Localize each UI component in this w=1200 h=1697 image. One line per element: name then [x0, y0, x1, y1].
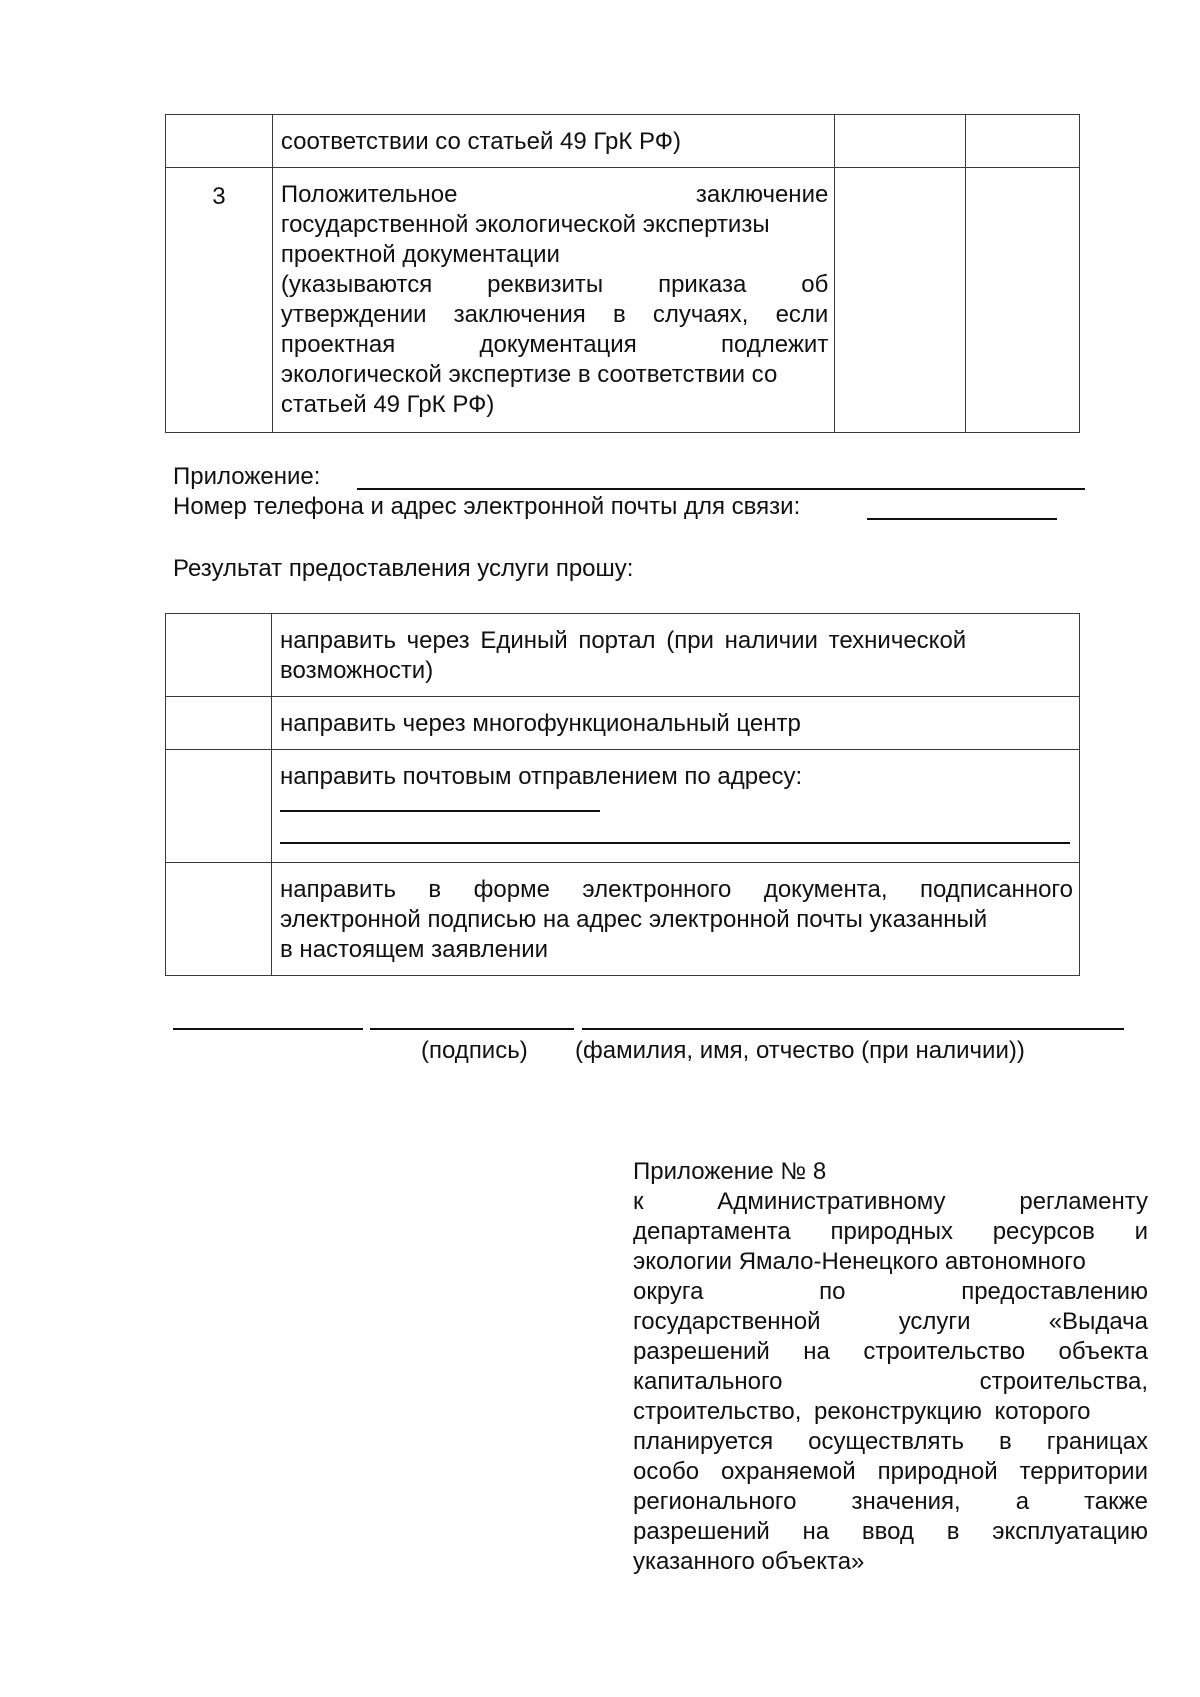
table-row — [166, 115, 1080, 168]
option-line: направить в форме электронного документа, подписанного — [280, 876, 1073, 903]
documents-table — [165, 114, 1080, 433]
option-text-cell — [272, 750, 1080, 863]
row-text-cell — [272, 115, 834, 168]
appendix-line: строительство, реконструкцию которого — [633, 1398, 1091, 1425]
option-text-cell — [272, 614, 1080, 697]
option-text-cell — [272, 863, 1080, 976]
address-input-1[interactable] — [280, 792, 600, 812]
checkbox-cell[interactable] — [166, 863, 272, 976]
date-line[interactable] — [173, 1012, 363, 1030]
row3-line: проектная документация подлежит — [280, 331, 829, 358]
checkbox-cell[interactable] — [166, 750, 272, 863]
name-line[interactable] — [582, 1012, 1124, 1030]
row-empty-cell — [966, 168, 1080, 433]
row-empty-cell — [966, 115, 1080, 168]
option-line: направить через многофункциональный центр — [280, 710, 801, 737]
checkbox-cell[interactable] — [166, 697, 272, 750]
appendix-line: экологии Ямало-Ненецкого автономного — [633, 1248, 1086, 1275]
appendix-line: округа по предоставлению — [633, 1278, 1148, 1305]
contact-line — [173, 492, 800, 522]
option-line: электронной подписью на адрес электронной почты указанный — [280, 906, 988, 933]
result-options-table — [165, 613, 1080, 976]
contact-label: Номер телефона и адрес электронной почты для связи: — [173, 493, 801, 520]
option-line: возможности) — [280, 657, 434, 684]
row-number-cell — [166, 115, 273, 168]
table-row — [166, 168, 1080, 433]
contact-input[interactable] — [867, 494, 1057, 520]
signature-line[interactable] — [370, 1012, 574, 1030]
appendix-title: Приложение № 8 — [633, 1158, 827, 1185]
table-row — [166, 614, 1080, 697]
appendix-line: регионального значения, а также — [633, 1488, 1148, 1515]
table-row — [166, 697, 1080, 750]
row-number-cell — [166, 168, 273, 433]
attachment-input[interactable] — [357, 464, 1085, 490]
row3-line: (указываются реквизиты приказа об — [280, 271, 829, 298]
appendix-line: указанного объекта» — [633, 1548, 865, 1575]
table-row — [166, 863, 1080, 976]
appendix-line: особо охраняемой природной территории — [633, 1458, 1148, 1485]
appendix-line: разрешений на ввод в эксплуатацию — [633, 1518, 1148, 1545]
row3-line: экологической экспертизе в соответствии со — [280, 361, 778, 388]
attachment-label: Приложение: — [173, 463, 321, 490]
appendix-line: разрешений на строительство объекта — [633, 1338, 1148, 1365]
row3-line: государственной экологической экспертизы — [280, 211, 770, 238]
signature-caption: (подпись) — [421, 1037, 528, 1064]
row3-line: статьей 49 ГрК РФ) — [280, 391, 495, 418]
option-line: направить почтовым отправлением по адресу: — [280, 763, 803, 790]
appendix-line: планируется осуществлять в границах — [633, 1428, 1148, 1455]
appendix-line: департамента природных ресурсов и — [633, 1218, 1148, 1245]
row-cont-text: соответствии со статьей 49 ГрК РФ) — [280, 128, 681, 155]
table-row — [166, 750, 1080, 863]
result-label: Результат предоставления услуги прошу: — [173, 555, 634, 582]
row-empty-cell — [835, 115, 966, 168]
address-input-2[interactable] — [280, 812, 1070, 844]
row3-line: утверждении заключения в случаях, если — [280, 301, 829, 328]
appendix-line: капитального строительства, — [633, 1368, 1148, 1395]
option-text-cell — [272, 697, 1080, 750]
row-number: 3 — [212, 183, 226, 210]
appendix-line: государственной услуги «Выдача — [633, 1308, 1148, 1335]
attachment-line — [173, 462, 320, 492]
row-text-cell — [272, 168, 834, 433]
row-empty-cell — [835, 168, 966, 433]
appendix-line: к Административному регламенту — [633, 1188, 1148, 1215]
option-line: направить через Единый портал (при наличии технической — [280, 627, 967, 654]
option-line: в настоящем заявлении — [280, 936, 549, 963]
row3-line: проектной документации — [280, 241, 560, 268]
row3-line: Положительное заключение — [280, 181, 829, 208]
checkbox-cell[interactable] — [166, 614, 272, 697]
appendix-block — [633, 1157, 1148, 1577]
name-caption: (фамилия, имя, отчество (при наличии)) — [575, 1037, 1025, 1064]
